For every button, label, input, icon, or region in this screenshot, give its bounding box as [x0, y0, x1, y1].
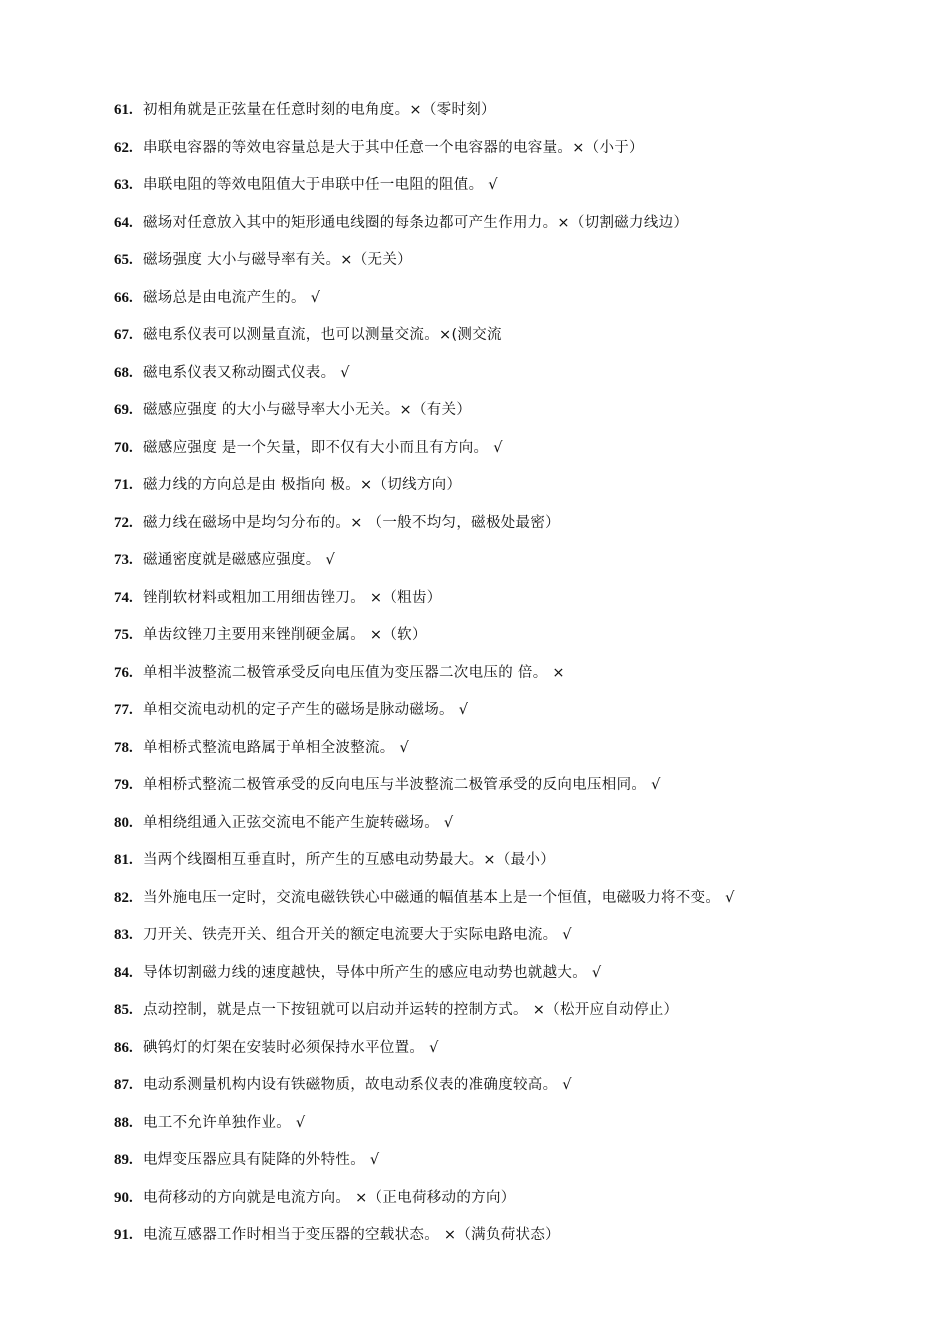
item-text: 导体切割磁力线的速度越快，导体中所产生的感应电动势也就越大。 √	[143, 964, 602, 981]
list-item	[114, 435, 934, 473]
item-text: 磁场对任意放入其中的矩形通电线圈的每条边都可产生作用力。×（切割磁力线边）	[143, 214, 689, 231]
item-number: 78.	[114, 739, 133, 756]
list-item	[114, 1110, 934, 1148]
list-item	[114, 1185, 934, 1223]
item-number: 89.	[114, 1152, 133, 1168]
item-number: 72.	[114, 514, 133, 531]
list-item	[114, 697, 934, 735]
item-number: 84.	[114, 964, 133, 981]
item-text: 当两个线圈相互垂直时，所产生的互感电动势最大。×（最小）	[143, 852, 556, 868]
item-text: 单齿纹锉刀主要用来锉削硬金属。 ×（软）	[143, 627, 427, 643]
item-text: 磁场总是由电流产生的。 √	[143, 289, 321, 306]
item-number: 87.	[114, 1077, 133, 1093]
item-text: 单相桥式整流二极管承受的反向电压与半波整流二极管承受的反向电压相同。 √	[143, 777, 661, 793]
item-number: 83.	[114, 927, 133, 943]
list-item	[114, 847, 934, 885]
item-text: 电动系测量机构内设有铁磁物质，故电动系仪表的准确度较高。 √	[143, 1077, 572, 1093]
item-number: 74.	[114, 589, 133, 606]
list-item	[114, 360, 934, 398]
item-text: 电工不允许单独作业。 √	[143, 1114, 306, 1131]
list-item	[114, 922, 934, 960]
item-text: 磁电系仪表又称动圈式仪表。 √	[143, 364, 350, 381]
list-item	[114, 97, 934, 135]
list-item	[114, 660, 934, 698]
list-item	[114, 772, 934, 810]
item-number: 75.	[114, 627, 133, 643]
item-text: 磁场强度 大小与磁导率有关。×（无关）	[143, 252, 412, 268]
list-item	[114, 247, 934, 285]
item-text: 串联电阻的等效电阻值大于串联中任一电阻的阻值。 √	[143, 177, 498, 193]
item-text: 磁通密度就是磁感应强度。 √	[143, 552, 336, 568]
item-number: 64.	[114, 214, 133, 231]
item-text: 单相半波整流二极管承受反向电压值为变压器二次电压的 倍。 ×	[143, 664, 565, 681]
item-number: 88.	[114, 1114, 133, 1131]
item-number: 71.	[114, 477, 133, 493]
list-item	[114, 472, 934, 510]
item-text: 磁力线在磁场中是均匀分布的。× （一般不均匀，磁极处最密）	[143, 514, 560, 531]
list-item	[114, 1072, 934, 1110]
item-number: 66.	[114, 289, 133, 306]
item-number: 76.	[114, 664, 133, 681]
item-text: 单相绕组通入正弦交流电不能产生旋转磁场。 √	[143, 814, 454, 831]
item-text: 串联电容器的等效电容量总是大于其中任意一个电容器的电容量。×（小于）	[143, 139, 644, 156]
item-number: 80.	[114, 814, 133, 831]
list-item	[114, 397, 934, 435]
list-item	[114, 997, 934, 1035]
list-item	[114, 1222, 934, 1260]
list-item	[114, 885, 934, 923]
list-item	[114, 1147, 934, 1185]
item-number: 82.	[114, 889, 133, 906]
item-number: 61.	[114, 102, 133, 118]
item-number: 85.	[114, 1002, 133, 1018]
item-text: 单相交流电动机的定子产生的磁场是脉动磁场。 √	[143, 702, 469, 718]
item-number: 91.	[114, 1227, 133, 1243]
item-number: 73.	[114, 552, 133, 568]
item-text: 磁电系仪表可以测量直流，也可以测量交流。×(测交流	[143, 327, 502, 343]
question-list	[114, 97, 934, 1260]
item-text: 锉削软材料或粗加工用细齿锉刀。 ×（粗齿）	[143, 589, 442, 606]
item-number: 63.	[114, 177, 133, 193]
list-item	[114, 622, 934, 660]
item-text: 刀开关、铁壳开关、组合开关的额定电流要大于实际电路电流。 √	[143, 927, 572, 943]
list-item	[114, 510, 934, 548]
list-item	[114, 285, 934, 323]
item-text: 电焊变压器应具有陡降的外特性。 √	[143, 1152, 380, 1168]
item-number: 70.	[114, 439, 133, 456]
item-number: 90.	[114, 1189, 133, 1206]
list-item	[114, 960, 934, 998]
item-number: 79.	[114, 777, 133, 793]
item-number: 62.	[114, 139, 133, 156]
list-item	[114, 547, 934, 585]
item-text: 碘钨灯的灯架在安装时必须保持水平位置。 √	[143, 1039, 439, 1056]
list-item	[114, 322, 934, 360]
item-text: 电流互感器工作时相当于变压器的空载状态。 ×（满负荷状态）	[143, 1227, 560, 1243]
item-text: 初相角就是正弦量在任意时刻的电角度。×（零时刻）	[143, 102, 496, 118]
item-text: 磁感应强度 是一个矢量，即不仅有大小而且有方向。 √	[143, 439, 503, 456]
item-number: 69.	[114, 402, 133, 418]
list-item	[114, 1035, 934, 1073]
item-number: 67.	[114, 327, 133, 343]
item-text: 点动控制，就是点一下按钮就可以启动并运转的控制方式。 ×（松开应自动停止）	[143, 1002, 679, 1018]
item-text: 磁力线的方向总是由 极指向 极。×（切线方向）	[143, 477, 462, 493]
item-number: 65.	[114, 252, 133, 268]
list-item	[114, 735, 934, 773]
list-item	[114, 210, 934, 248]
list-item	[114, 172, 934, 210]
item-text: 单相桥式整流电路属于单相全波整流。 √	[143, 739, 410, 756]
item-text: 当外施电压一定时，交流电磁铁铁心中磁通的幅值基本上是一个恒值，电磁吸力将不变。 √	[143, 889, 735, 906]
list-item	[114, 585, 934, 623]
list-item	[114, 135, 934, 173]
list-item	[114, 810, 934, 848]
item-text: 电荷移动的方向就是电流方向。 ×（正电荷移动的方向）	[143, 1189, 516, 1206]
item-number: 81.	[114, 852, 133, 868]
item-number: 77.	[114, 702, 133, 718]
item-number: 86.	[114, 1039, 133, 1056]
item-number: 68.	[114, 364, 133, 381]
item-text: 磁感应强度 的大小与磁导率大小无关。×（有关）	[143, 402, 472, 418]
